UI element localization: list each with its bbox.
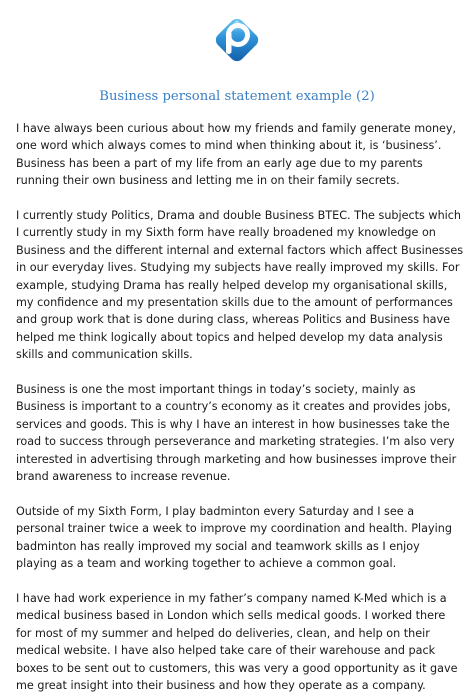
- text-line: personal trainer twice a week to improve my coordination and health. Playing: [16, 522, 452, 536]
- text-line: my confidence and my presentation skills due to the amount of performances: [16, 296, 453, 310]
- text-line: playing as a team and working together to achieve a common goal.: [16, 557, 397, 571]
- text-line: one word which always comes to mind when thinking about it, is ‘business’.: [16, 139, 442, 153]
- text-line: Business is one the most important things in today’s society, mainly as: [16, 383, 416, 397]
- text-line: Business is important to a country’s economy as it creates and provides jobs,: [16, 400, 451, 414]
- text-line: services and goods. This is why I have an interest in how businesses take the: [16, 417, 450, 431]
- paragraph: [16, 590, 474, 694]
- text-line: skills and communication skills.: [16, 348, 193, 362]
- text-line: boxes to be sent out to customers, this was very a good opportunity as it gave: [16, 661, 458, 675]
- text-line: I currently study in my Sixth form have really broadened my knowledge on: [16, 226, 436, 240]
- text-line: badminton has really improved my social and teamwork skills as I enjoy: [16, 539, 420, 553]
- p-diamond-logo-icon: [207, 10, 267, 70]
- text-line: and group work that is done during class, whereas Politics and Business have: [16, 313, 451, 327]
- text-line: medical website. I have also helped take care of their warehouse and pack: [16, 644, 436, 658]
- text-line: interested in advertising through marketing and how businesses improve their: [16, 452, 457, 466]
- text-line: for most of my summer and helped do deliveries, clean, and help on their: [16, 626, 430, 640]
- statement-body: [16, 120, 474, 695]
- text-line: in our everyday lives. Studying my subjects have really improved my skills. For: [16, 261, 460, 275]
- text-line: I currently study Politics, Drama and double Business BTEC. The subjects which: [16, 209, 462, 223]
- text-line: I have always been curious about how my friends and family generate money,: [16, 122, 457, 135]
- text-line: example, studying Drama has really helped develop my organisational skills,: [16, 278, 448, 292]
- text-line: medical business based in London which sells medical goods. I worked there: [16, 609, 446, 623]
- text-line: Business has been a part of my life from an early age due to my parents: [16, 156, 423, 170]
- paragraph: [16, 381, 474, 485]
- text-line: I have had work experience in my father’s company named K-Med which is a: [16, 591, 447, 605]
- text-line: brand awareness to increase revenue.: [16, 470, 231, 484]
- paragraph: [16, 207, 474, 364]
- text-line: Business and the different internal and external factors which affect Businesses: [16, 243, 464, 257]
- text-line: Outside of my Sixth Form, I play badminton every Saturday and I see a: [16, 504, 415, 518]
- text-line: me great insight into their business and how they operate as a company.: [16, 678, 426, 692]
- text-line: road to success through perseverance and marketing strategies. I’m also very: [16, 435, 455, 449]
- paragraph: [16, 503, 474, 573]
- text-line: helped me think logically about topics and helped develop my data analysis: [16, 330, 443, 344]
- paragraph: [16, 120, 474, 190]
- text-line: running their own business and letting me in on their family secrets.: [16, 174, 400, 188]
- page-title: Business personal statement example (2): [99, 89, 375, 104]
